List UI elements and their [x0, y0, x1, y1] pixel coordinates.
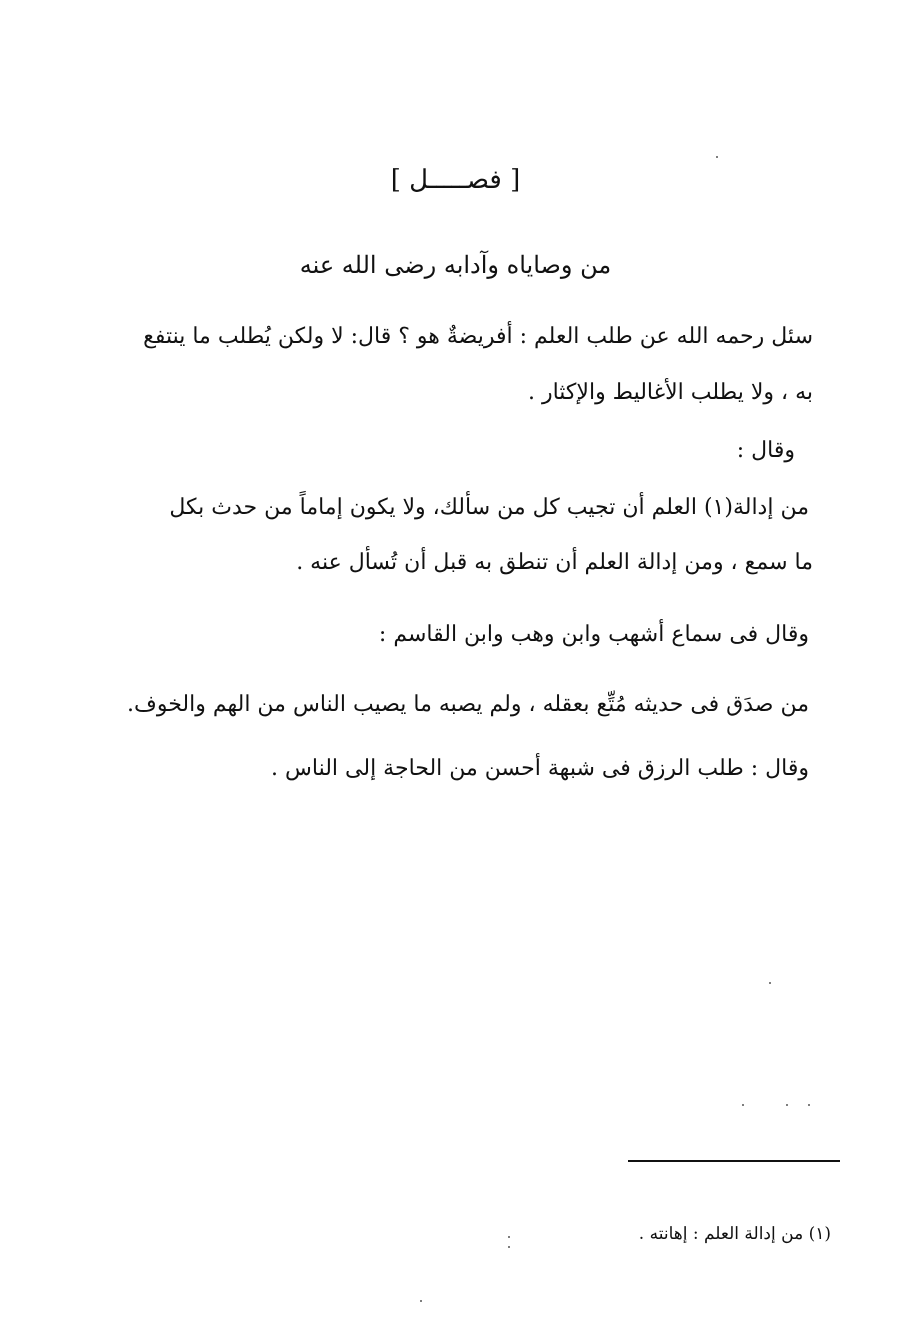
- scan-speck: [742, 1104, 744, 1106]
- paragraph-4-line-1: وقال فى سماع أشهب وابن وهب وابن القاسم :: [378, 622, 809, 647]
- footnote: (١) من إدالة العلم : إهانته .: [638, 1224, 831, 1244]
- footnote-separator: [628, 1160, 840, 1162]
- paragraph-2-line-1: وقال :: [736, 438, 795, 463]
- paragraph-6-line-1: وقال : طلب الرزق فى شبهة أحسن من الحاجة إلى الناس .: [271, 756, 809, 781]
- scan-speck: [508, 1246, 510, 1248]
- section-header: [ فصـــــل ]: [390, 165, 521, 195]
- scan-speck: [769, 982, 771, 984]
- section-subtitle: من وصاياه وآدابه رضى الله عنه: [299, 251, 612, 279]
- paragraph-3-line-2: ما سمع ، ومن إدالة العلم أن تنطق به قبل أن تُسأل عنه .: [296, 550, 813, 575]
- scan-speck: [716, 156, 718, 158]
- paragraph-3-line-1: من إدالة(١) العلم أن تجيب كل من سألك، ولا يكون إماماً من حدث بكل: [169, 495, 809, 520]
- paragraph-1-line-1: سئل رحمه الله عن طلب العلم : أفريضةٌ هو ؟ قال: لا ولكن يُطلب ما ينتفع: [143, 324, 813, 349]
- scan-speck: [786, 1104, 788, 1106]
- scan-speck: [420, 1300, 422, 1302]
- paragraph-5-line-1: من صدَق فى حديثه مُتِّع بعقله ، ولم يصبه ما يصيب الناس من الهم والخوف.: [127, 692, 809, 717]
- paragraph-1-line-2: به ، ولا يطلب الأغاليط والإكثار .: [527, 380, 813, 405]
- scan-speck: [808, 1104, 810, 1106]
- scan-speck: [508, 1236, 510, 1238]
